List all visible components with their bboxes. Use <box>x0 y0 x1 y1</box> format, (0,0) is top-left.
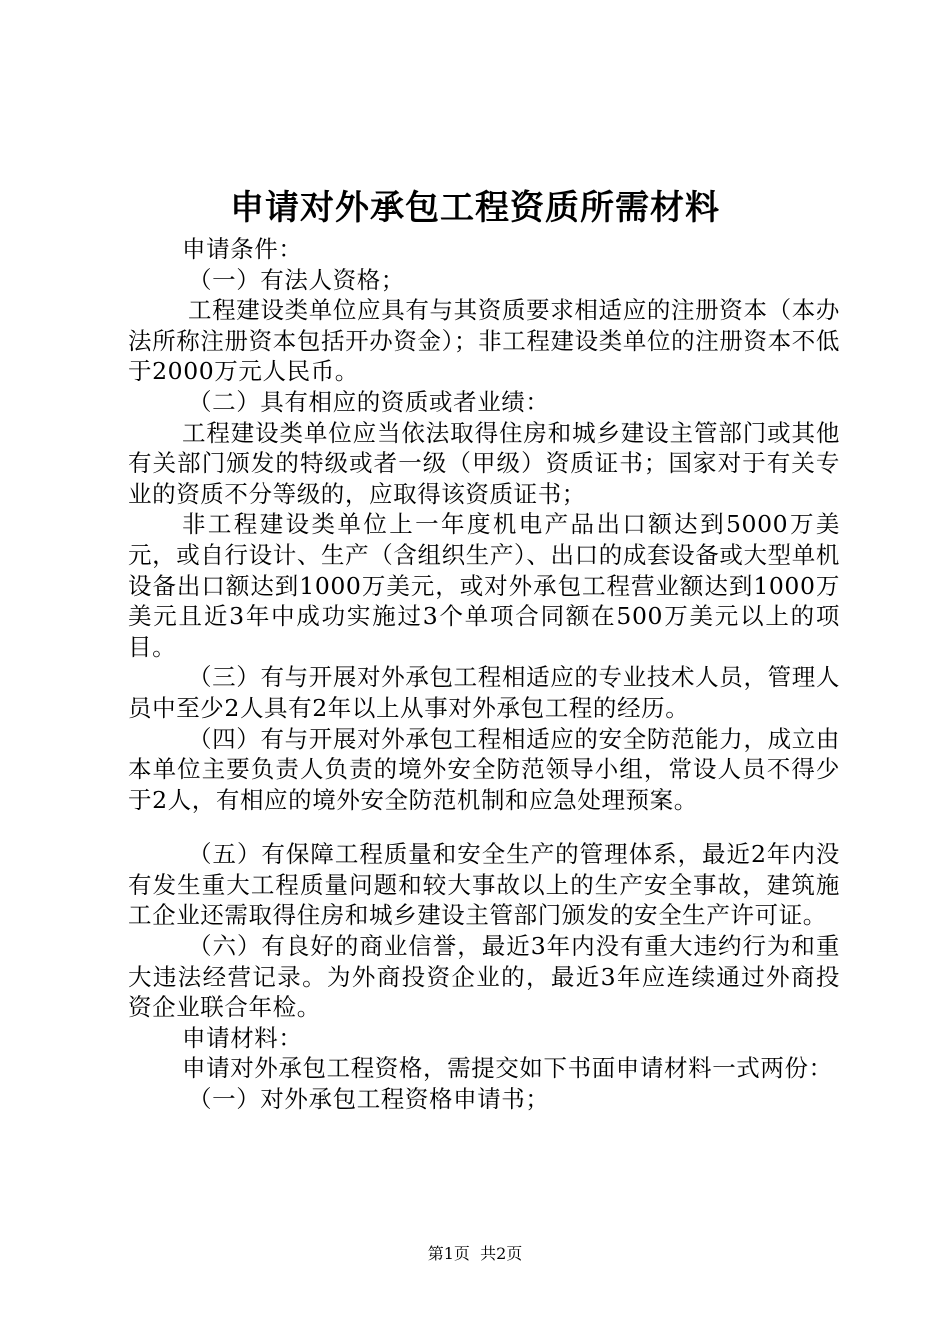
section-heading-materials: 申请材料： <box>182 1023 303 1052</box>
document-title: 申请对外承包工程资质所需材料 <box>230 188 720 228</box>
paragraph-gap <box>128 815 840 839</box>
paragraph-registered-capital: 工程建设类单位应具有与其资质要求相适应的注册资本（本办法所称注册资本包括开办资金）；非工程建设类单位的注册资本不低于2000万元人民币。 <box>128 296 840 386</box>
condition-item-4: （四）有与开展对外承包工程相适应的安全防范能力，成立由本单位主要负责人负责的境外安全防范领导小组，常设人员不得少于2人，有相应的境外安全防范机制和应急处理预案。 <box>128 724 840 814</box>
condition-item-5: （五）有保障工程质量和安全生产的管理体系，最近2年内没有发生重大工程质量问题和较大事故以上的生产安全事故，建筑施工企业还需取得住房和城乡建设主管部门颁发的安全生产许可证。 <box>128 840 840 930</box>
paragraph-qualification-certificate: 工程建设类单位应当依法取得住房和城乡建设主管部门或其他有关部门颁发的特级或者一级（甲级）资质证书；国家对于有关专业的资质不分等级的，应取得该资质证书； <box>128 418 840 508</box>
page-footer: 第1页 共2页 <box>427 1244 523 1263</box>
paragraph-export-performance: 非工程建设类单位上一年度机电产品出口额达到5000万美元，或自行设计、生产（含组织生产）、出口的成套设备或大型单机设备出口额达到1000万美元，或对外承包工程营业额达到1000万美元且近3年中成功实施过3个单项合同额在500万美元以上的项目。 <box>128 510 840 661</box>
condition-item-3: （三）有与开展对外承包工程相适应的专业技术人员，管理人员中至少2人具有2年以上从事对外承包工程的经历。 <box>128 663 840 722</box>
paragraph-materials-intro: 申请对外承包工程资格，需提交如下书面申请材料一式两份： <box>182 1054 833 1083</box>
section-heading-conditions: 申请条件： <box>182 235 303 263</box>
condition-item-1: （一）有法人资格； <box>188 265 405 294</box>
document-body <box>128 234 840 1115</box>
materials-item-1: （一）对外承包工程资格申请书； <box>188 1085 550 1114</box>
condition-item-2: （二）具有相应的资质或者业绩： <box>188 387 550 416</box>
condition-item-6: （六）有良好的商业信誉，最近3年内没有重大违约行为和重大违法经营记录。为外商投资企业的，最近3年应连续通过外商投资企业联合年检。 <box>128 932 840 1022</box>
